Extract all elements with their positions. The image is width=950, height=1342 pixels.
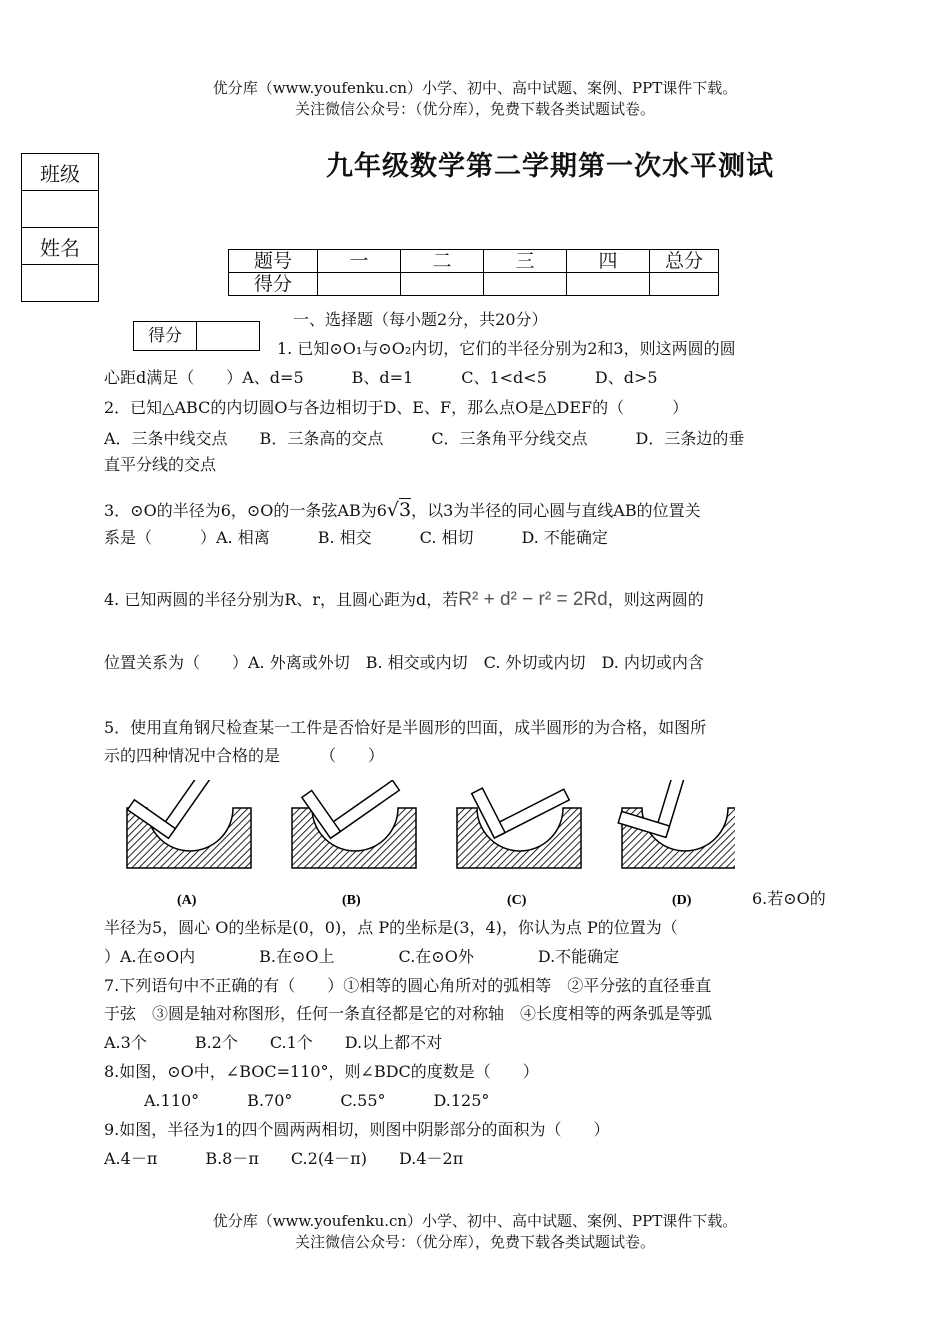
q5-figure-1 — [122, 780, 251, 908]
q9-line-2: A.4－π B.8－π C.2(4－π) D.4－2π — [104, 1149, 464, 1168]
q7-line-3: A.3个 B.2个 C.1个 D.以上都不对 — [104, 1033, 443, 1052]
student-info-box — [21, 153, 99, 302]
q7-line-2: 于弦 ③圆是轴对称图形，任何一条直径都是它的对称轴 ④长度相等的两条弧是等弧 — [104, 1004, 713, 1023]
q9-line-1: 9.如图，半径为1的四个圆两两相切，则图中阴影部分的面积为（ ） — [104, 1120, 610, 1139]
q4-line-1 — [104, 590, 704, 610]
q4-text-part-2: ，则这两圆的 — [607, 590, 704, 609]
score-table-header-3: 三 — [484, 250, 567, 273]
score-table — [228, 249, 719, 296]
q1-line-1: 1. 已知⊙O₁与⊙O₂内切，它们的半径分别为2和3，则这两圆的圆 — [277, 339, 736, 358]
score-table-header-4: 四 — [567, 250, 650, 273]
q6-line-2: 半径为5，圆心 O的坐标是(0，0)，点 P的坐标是(3，4)，你认为点 P的位置为（ — [104, 918, 678, 937]
footer-line-2: 关注微信公众号：（优分库），免费下载各类试题试卷。 — [294, 1233, 655, 1251]
q4-formula: R² + d² − r² = 2Rd — [458, 589, 608, 610]
q5-figure-label: (C) — [507, 893, 527, 908]
q2-options-line-1: A．三条中线交点 B．三条高的交点 C．三条角平分线交点 D．三条边的垂 — [104, 429, 745, 448]
q5-line-1: 5．使用直角钢尺检查某一工件是否恰好是半圆形的凹面，成半圆形的为合格，如图所 — [104, 718, 707, 737]
score-cell[interactable] — [401, 273, 484, 296]
header-line-1: 优分库（www.youfenku.cn）小学、初中、高中试题、案例、PPT课件下载。 — [212, 79, 738, 97]
q5-figure-2 — [292, 780, 416, 908]
q2-stem: 2．已知△ABC的内切圆O与各边相切于D、E、F，那么点O是△DEF的（ ） — [104, 398, 689, 417]
name-label: 姓名 — [22, 228, 99, 265]
score-cell[interactable] — [484, 273, 567, 296]
footer-line-1: 优分库（www.youfenku.cn）小学、初中、高中试题、案例、PPT课件下载。 — [212, 1212, 738, 1230]
section-score-label: 得分 — [134, 322, 197, 351]
score-cell[interactable] — [567, 273, 650, 296]
q3-line-1 — [104, 500, 701, 521]
class-field[interactable] — [22, 191, 99, 228]
q3-text-part-2: ，以3为半径的同心圆与直线AB的位置关 — [411, 501, 701, 520]
q5-figure-label: (D) — [672, 893, 692, 908]
q5-figure-4 — [608, 780, 735, 908]
set-square-arm-long — [329, 780, 400, 835]
q3-radicand: 3 — [399, 499, 412, 521]
header-line-2: 关注微信公众号：（优分库），免费下载各类试题试卷。 — [294, 100, 655, 118]
q5-figure-3 — [457, 780, 581, 908]
q3-text-part-1: 3．⊙O的半径为6，⊙O的一条弦AB为6 — [104, 501, 387, 520]
q5-figure-label: (A) — [177, 893, 197, 908]
q4-line-2: 位置关系为（ ）A. 外离或外切 B. 相交或内切 C. 外切或内切 D. 内切或内含 — [104, 653, 704, 672]
q8-line-1: 8.如图，⊙O中，∠BOC=110°，则∠BDC的度数是（ ） — [104, 1062, 539, 1081]
q5-line-2: 示的四种情况中合格的是 （ ） — [104, 746, 385, 765]
section-heading: 一、选择题（每小题2分，共20分） — [293, 310, 548, 329]
q5-figure-label: (B) — [342, 893, 361, 908]
score-cell[interactable] — [318, 273, 401, 296]
score-table-header-2: 二 — [401, 250, 484, 273]
q2-options-line-2: 直平分线的交点 — [104, 455, 217, 474]
q6-line-1: 6.若⊙O的 — [752, 889, 826, 908]
q3-line-2: 系是（ ）A. 相离 B. 相交 C. 相切 D. 不能确定 — [104, 528, 608, 547]
q4-text-part-1: 4. 已知两圆的半径分别为R、r，且圆心距为d，若 — [104, 590, 459, 609]
section-score-field[interactable] — [197, 322, 260, 351]
score-table-row-label: 得分 — [229, 273, 318, 296]
q7-line-1: 7.下列语句中不正确的有（ ）①相等的圆心角所对的弧相等 ②平分弦的直径垂直 — [104, 976, 712, 995]
q1-line-2: 心距d满足（ ）A、d=5 B、d=1 C、1<d<5 D、d>5 — [104, 368, 658, 387]
q6-line-3: ）A.在⊙O内 B.在⊙O上 C.在⊙O外 D.不能确定 — [104, 947, 620, 966]
score-table-header-1: 一 — [318, 250, 401, 273]
score-table-header-number: 题号 — [229, 250, 318, 273]
score-table-header-total: 总分 — [650, 250, 719, 273]
q8-line-2: A.110° B.70° C.55° D.125° — [144, 1091, 490, 1110]
score-cell[interactable] — [650, 273, 719, 296]
sqrt-symbol: √ — [386, 499, 400, 521]
q5-figures — [115, 780, 735, 910]
section-score-box — [133, 321, 260, 351]
name-field[interactable] — [22, 265, 99, 302]
class-label: 班级 — [22, 154, 99, 191]
page-title: 九年级数学第二学期第一次水平测试 — [326, 151, 774, 182]
